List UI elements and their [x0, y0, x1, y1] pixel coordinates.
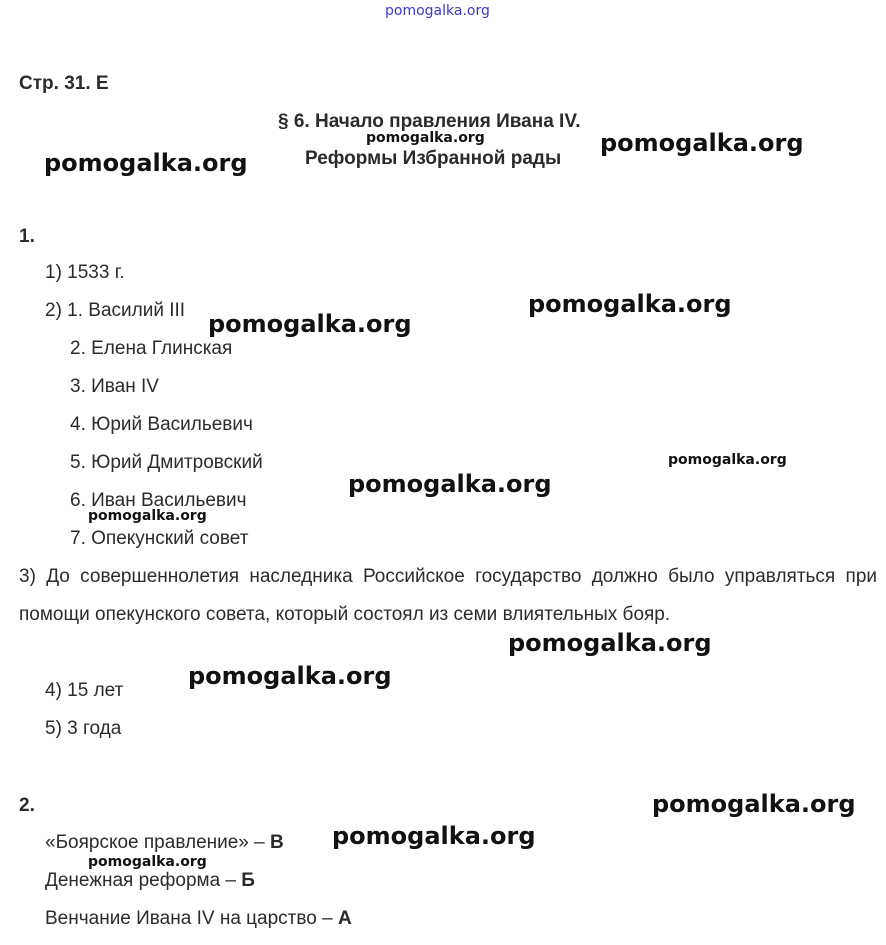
watermark: pomogalka.org — [348, 470, 552, 498]
task-1-answer-3: 3) До совершеннолетия наследника Российское государство должно было управляться при помощи опекунского совета, который состоял из семи влиятельных бояр. — [19, 566, 877, 625]
task-1-answer-4: 4) 15 лет — [45, 680, 124, 701]
watermark-small: pomogalka.org — [88, 854, 207, 870]
watermark: pomogalka.org — [600, 129, 804, 157]
task-1-number: 1. — [19, 226, 35, 247]
watermark: pomogalka.org — [188, 662, 392, 690]
section-title-line1: § 6. Начало правления Ивана IV. — [278, 111, 581, 132]
task-2-item — [45, 870, 255, 892]
task-1-answer-5: 5) 3 года — [45, 718, 122, 739]
task-1-answer-2-label: 2) 1. Василий III — [45, 300, 186, 321]
task-2-item-text: «Боярское правление» – — [45, 832, 270, 853]
watermark: pomogalka.org — [528, 290, 732, 318]
task-2-item-answer: В — [270, 832, 284, 853]
watermark-small: pomogalka.org — [366, 130, 485, 146]
task-1-answer-2-item: 6. Иван Васильевич — [70, 490, 247, 511]
section-title-line2: Реформы Избранной рады — [305, 148, 562, 169]
watermark: pomogalka.org — [652, 790, 856, 818]
task-2-item-answer: Б — [241, 870, 255, 891]
watermark-top: pomogalka.org — [385, 3, 490, 19]
task-2-item-text: Денежная реформа – — [45, 870, 242, 891]
task-2-item — [45, 908, 352, 930]
task-2-number: 2. — [19, 795, 35, 816]
task-1-answer-2-item: 4. Юрий Васильевич — [70, 414, 253, 435]
task-1-answer-2-item: 5. Юрий Дмитровский — [70, 452, 263, 473]
watermark: pomogalka.org — [208, 310, 412, 338]
task-1-answer-1: 1) 1533 г. — [45, 262, 125, 283]
watermark: pomogalka.org — [332, 822, 536, 850]
watermark-small: pomogalka.org — [88, 508, 207, 524]
task-1-answer-2-item: 7. Опекунский совет — [70, 528, 249, 549]
task-1-answer-2-item: 3. Иван IV — [70, 376, 159, 397]
watermark-small: pomogalka.org — [668, 452, 787, 468]
watermark: pomogalka.org — [508, 629, 712, 657]
watermark: pomogalka.org — [44, 149, 248, 177]
task-2-item-text: Венчание Ивана IV на царство – — [45, 908, 338, 929]
page-reference: Стр. 31. Е — [19, 73, 109, 94]
task-2-item — [45, 832, 284, 854]
task-2-item-answer: А — [337, 908, 352, 929]
task-1-answer-2-item: 2. Елена Глинская — [70, 338, 233, 359]
